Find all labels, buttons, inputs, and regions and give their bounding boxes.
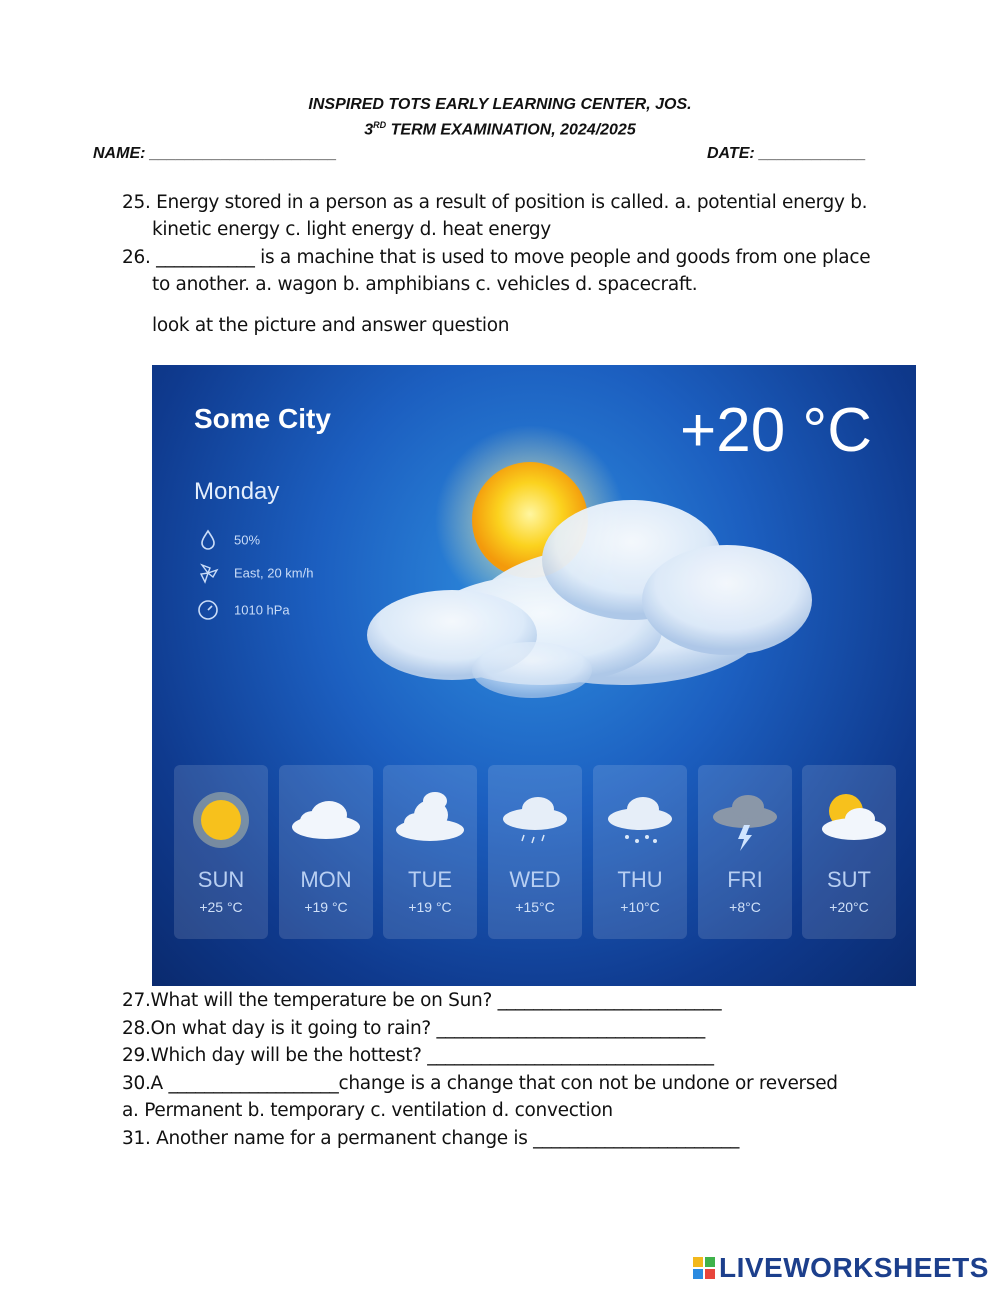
forecast-day: THU (617, 867, 663, 892)
question-31: 31. Another name for a permanent change is _______________________ (122, 1128, 740, 1149)
forecast-day: WED (509, 867, 561, 892)
wind-value: East, 20 km/h (234, 565, 314, 581)
forecast-card-sut (802, 765, 896, 939)
forecast-card-mon (279, 765, 373, 939)
forecast-card-thu (593, 765, 687, 939)
cloud-icon (383, 785, 477, 855)
name-field[interactable]: NAME: _____________________ (93, 145, 337, 162)
forecast-day: MON (300, 867, 352, 892)
forecast-day: SUT (827, 867, 871, 892)
forecast-card-sun (174, 765, 268, 939)
picture-instruction: look at the picture and answer question (152, 315, 510, 336)
question-30: 30.A ___________________change is a change that con not be undone or reversed (122, 1073, 838, 1094)
sun-icon (174, 785, 268, 855)
forecast-card-fri (698, 765, 792, 939)
forecast-row (174, 765, 898, 939)
pressure-value: 1010 hPa (234, 602, 290, 618)
question-28: 28.On what day is it going to rain? ______________________________ (122, 1018, 705, 1039)
forecast-day: FRI (727, 867, 763, 892)
thunderstorm-icon (698, 785, 792, 855)
rain-icon (488, 785, 582, 855)
snow-icon (593, 785, 687, 855)
wind-row (196, 561, 313, 585)
city-name: Some City (194, 403, 331, 434)
term-rest: TERM EXAMINATION, 2024/2025 (386, 121, 636, 139)
humidity-row (196, 528, 260, 552)
question-25-line2: kinetic energy c. light energy d. heat energy (152, 219, 551, 240)
forecast-temp: +25 °C (199, 899, 243, 915)
term-number: 3 (364, 121, 374, 139)
wind-icon (196, 561, 220, 585)
question-29: 29.Which day will be the hottest? ________________________________ (122, 1045, 714, 1066)
liveworksheets-logo (692, 1252, 989, 1284)
brand-icon (692, 1256, 716, 1280)
forecast-day: SUN (197, 867, 245, 892)
partly-cloudy-icon (802, 785, 896, 855)
term-suffix: RD (373, 120, 387, 130)
forecast-card-wed (488, 765, 582, 939)
forecast-day: TUE (408, 867, 452, 892)
question-25-line1: 25. Energy stored in a person as a result of position is called. a. potential energy b. (122, 192, 868, 213)
pressure-row (196, 598, 290, 622)
weather-image (152, 365, 916, 986)
current-temperature: +20 °C (680, 396, 872, 465)
date-field[interactable]: DATE: ____________ (707, 145, 866, 162)
forecast-card-tue (383, 765, 477, 939)
exam-title (0, 120, 1000, 139)
forecast-temp: +20°C (829, 899, 869, 915)
droplet-icon (196, 528, 220, 552)
school-title: INSPIRED TOTS EARLY LEARNING CENTER, JOS. (308, 96, 692, 113)
current-day: Monday (194, 478, 280, 505)
question-27: 27.What will the temperature be on Sun? _________________________ (122, 990, 722, 1011)
humidity-value: 50% (234, 532, 261, 548)
cloud-icon (279, 785, 373, 855)
brand-text: LIVEWORKSHEETS (719, 1252, 989, 1283)
forecast-temp: +10°C (620, 899, 660, 915)
forecast-temp: +19 °C (408, 899, 452, 915)
forecast-temp: +15°C (515, 899, 555, 915)
question-30-options: a. Permanent b. temporary c. ventilation d. convection (122, 1100, 613, 1121)
gauge-icon (196, 598, 220, 622)
question-26-line2: to another. a. wagon b. amphibians c. vehicles d. spacecraft. (152, 274, 698, 295)
forecast-temp: +19 °C (304, 899, 348, 915)
forecast-temp: +8°C (729, 899, 761, 915)
question-26-line1: 26. ___________ is a machine that is used to move people and goods from one place (122, 247, 871, 268)
